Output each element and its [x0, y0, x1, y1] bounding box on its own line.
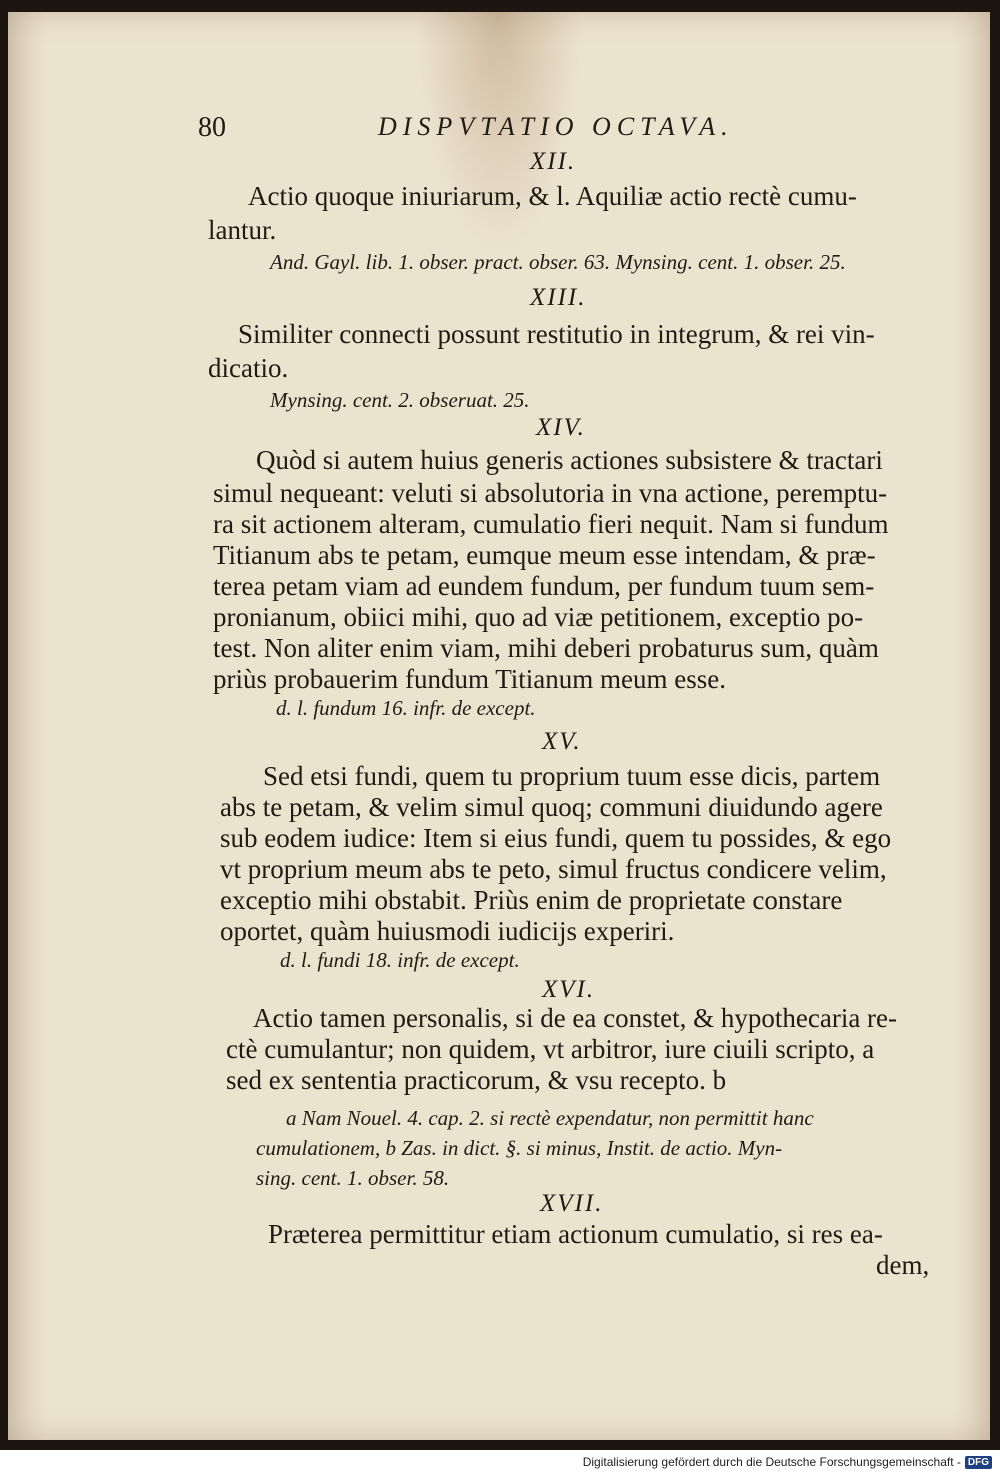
text-line: priùs probauerim fundum Titianum meum esse.: [213, 664, 726, 694]
footnote-line: sing. cent. 1. obser. 58.: [256, 1166, 450, 1190]
text-line: Actio tamen personalis, si de ea constet, & hypothecaria re-: [253, 1003, 898, 1033]
text-line: vt proprium meum abs te peto, simul fructus condicere velim,: [220, 854, 887, 884]
text-line: exceptio mihi obstabit. Priùs enim de proprietate constare: [220, 885, 843, 915]
text-line: test. Non aliter enim viam, mihi deberi probaturus sum, quàm: [213, 633, 879, 663]
section-heading: XVI.: [542, 976, 596, 1003]
text-line: pronianum, obiici mihi, quo ad viæ petitionem, exceptio po-: [213, 602, 864, 632]
text-line: dicatio.: [208, 353, 289, 383]
citation-line: d. l. fundi 18. infr. de except.: [280, 948, 520, 972]
text-line: Quòd si autem huius generis actiones subsistere & tractari: [256, 445, 883, 475]
digitization-footer: [583, 1453, 992, 1471]
text-line: sed ex sententia practicorum, & vsu recepto. b: [226, 1065, 727, 1095]
text-line: Actio quoque iniuriarum, & l. Aquiliæ actio rectè cumu-: [248, 181, 857, 211]
text-line: ra sit actionem alteram, cumulatio fieri nequit. Nam si fundum: [213, 509, 889, 539]
text-line: terea petam viam ad eundem fundum, per fundum tuum sem-: [213, 571, 875, 601]
section-heading: XV.: [542, 728, 582, 755]
footer-text: Digitalisierung gefördert durch die Deutsche Forschungsgemeinschaft -: [582, 1455, 961, 1469]
section-heading: XIV.: [536, 414, 586, 441]
section-heading: XII.: [530, 148, 577, 175]
running-head: DISPVTATIO OCTAVA.: [378, 112, 734, 141]
text-line: abs te petam, & velim simul quoq; communi diuidundo agere: [220, 792, 883, 822]
section-heading: XIII.: [530, 284, 587, 311]
catchword: dem,: [876, 1250, 930, 1280]
citation-line: d. l. fundum 16. infr. de except.: [276, 696, 536, 720]
text-line: Præterea permittitur etiam actionum cumulatio, si res ea-: [268, 1219, 883, 1249]
footnote-line: cumulationem, b Zas. in dict. §. si minus, Instit. de actio. Myn-: [256, 1136, 783, 1160]
text-line: lantur.: [208, 215, 277, 245]
page-header: [198, 112, 778, 152]
citation-line: Mynsing. cent. 2. obseruat. 25.: [270, 388, 530, 412]
text-line: oportet, quàm huiusmodi iudicijs experiri.: [220, 916, 675, 946]
text-line: Similiter connecti possunt restitutio in integrum, & rei vin-: [238, 319, 875, 349]
book-page: [8, 12, 990, 1440]
section-heading: XVII.: [540, 1190, 604, 1217]
footnote-line: a Nam Nouel. 4. cap. 2. si rectè expendatur, non permittit hanc: [286, 1106, 814, 1130]
text-line: Sed etsi fundi, quem tu proprium tuum esse dicis, partem: [263, 761, 881, 791]
text-line: Titianum abs te petam, eumque meum esse intendam, & præ-: [213, 540, 876, 570]
text-line: simul nequeant: veluti si absolutoria in vna actione, peremptu-: [213, 478, 888, 508]
citation-line: And. Gayl. lib. 1. obser. pract. obser. 63. Mynsing. cent. 1. obser. 25.: [270, 250, 846, 274]
text-line: ctè cumulantur; non quidem, vt arbitror, iure ciuili scripto, a: [226, 1034, 875, 1064]
text-line: sub eodem iudice: Item si eius fundi, quem tu possides, & ego: [220, 823, 892, 853]
dfg-logo: DFG: [965, 1456, 992, 1469]
page-number: 80: [198, 112, 226, 143]
